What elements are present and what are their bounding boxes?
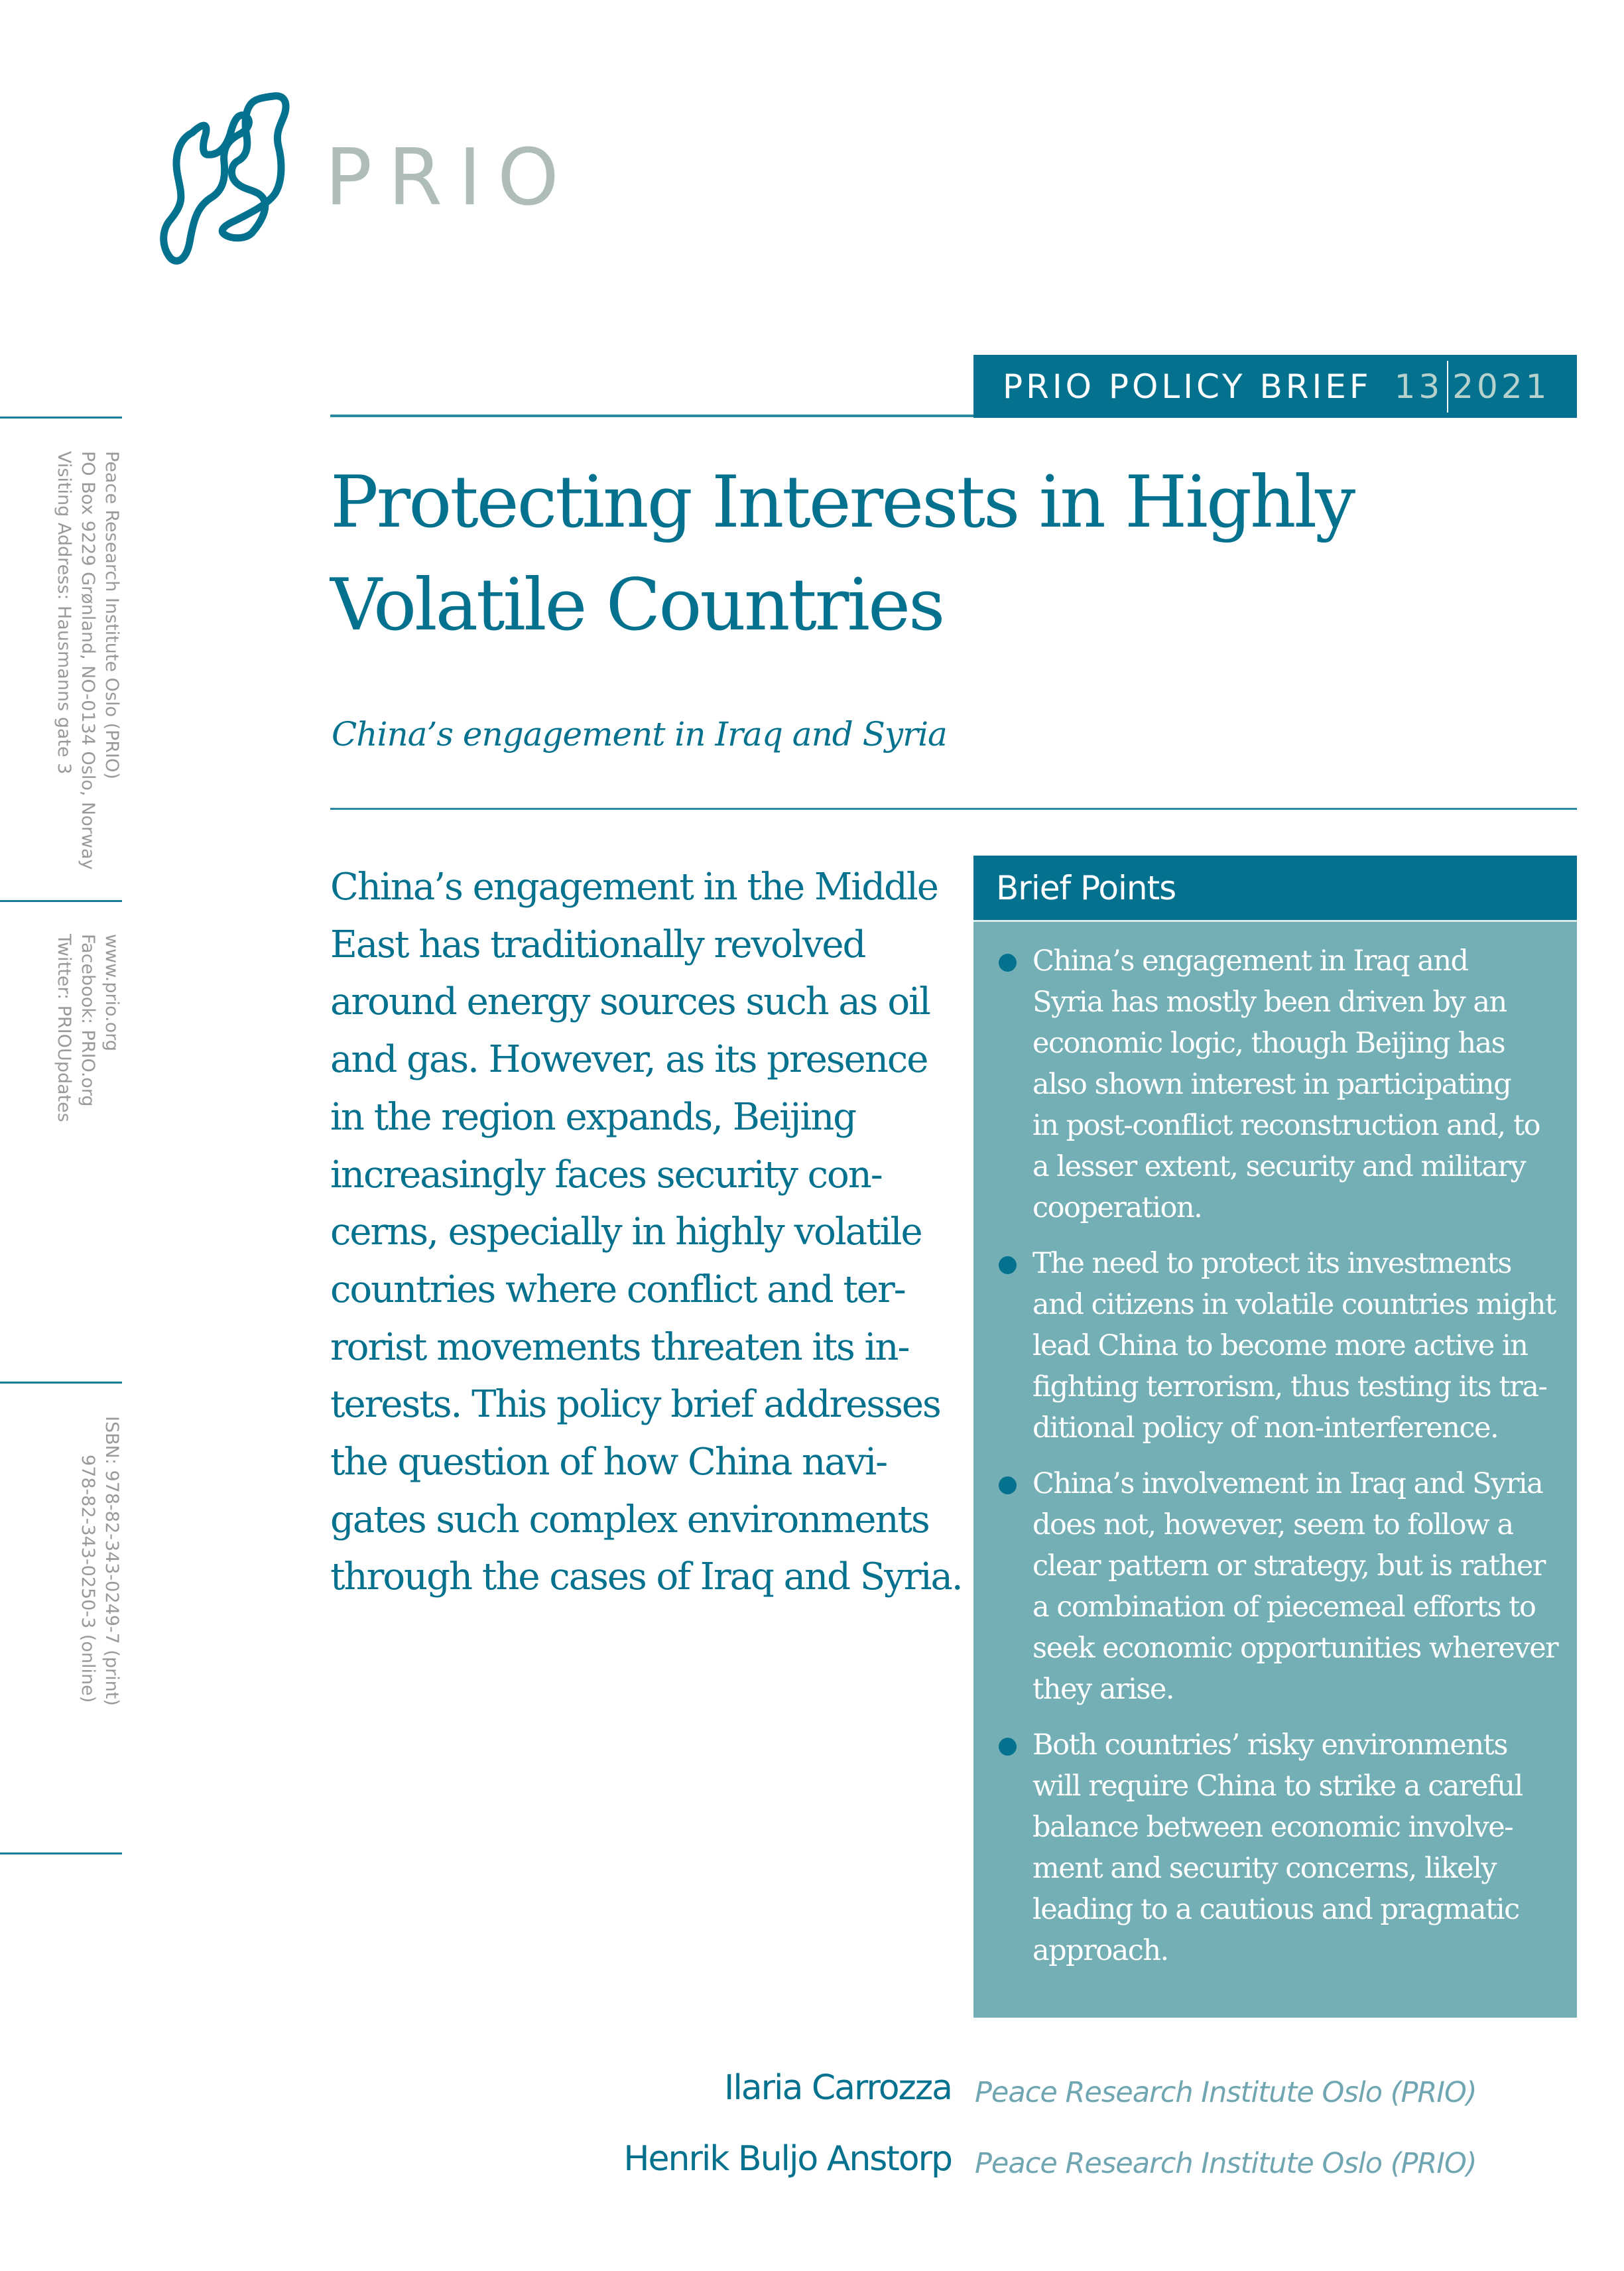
sidebar-contact (52, 934, 123, 1122)
issue-separator (1447, 361, 1448, 413)
sidebar-isbn (76, 1416, 123, 1706)
intro-line: East has traditionally revolved (330, 923, 865, 966)
facebook-link[interactable]: Facebook: PRIO.org (78, 934, 98, 1107)
address-line: PO Box 9229 Grønland, NO-0134 Oslo, Norway (78, 451, 98, 870)
twitter-link[interactable]: Twitter: PRIOUpdates (54, 934, 74, 1122)
author-name: Henrik Buljo Anstorp (623, 2139, 952, 2179)
issue-number: 13 (1394, 367, 1444, 406)
brief-point: China’s involvement in Iraq and Syria does not, however, seem to follow a clear pattern or strategy, but is rather a combination of piecemeal efforts to seek economic opportunities wherever they arise. (996, 1463, 1577, 1710)
title-line: Protecting Interests in Highly (330, 461, 1354, 544)
intro-line: cerns, especially in highly volatile (330, 1210, 922, 1254)
website-link[interactable]: www.prio.org (101, 934, 122, 1052)
policy-brief-banner (973, 355, 1577, 418)
address-line: Peace Research Institute Oslo (PRIO) (101, 451, 122, 779)
sidebar-rule (0, 900, 122, 902)
intro-line: increasingly faces security con- (330, 1153, 882, 1197)
page-title (330, 451, 1577, 657)
intro-paragraph (330, 859, 962, 1606)
brief-points-list (973, 922, 1577, 1971)
intro-line: through the cases of Iraq and Syria. (330, 1555, 962, 1599)
brief-point: China’s engagement in Iraq and Syria has mostly been driven by an economic logic, though Beijing has also shown interest in participating in post-conflict reconstruction and, to a lesser extent, security and military cooperation. (996, 941, 1577, 1228)
issue-year: 2021 (1452, 367, 1550, 406)
author-name: Ilaria Carrozza (723, 2068, 952, 2108)
brief-point: Both countries’ risky environments will require China to strike a careful balance between economic involve- ment and security concerns, likely leading to a cautious and pragmatic approach. (996, 1724, 1577, 1971)
sidebar-rule (0, 1852, 122, 1854)
series-label: PRIO POLICY BRIEF (1003, 367, 1372, 406)
sidebar-address (52, 451, 123, 870)
bullet-icon (999, 1256, 1017, 1274)
intro-line: and gas. However, as its presence (330, 1038, 928, 1082)
intro-line: around energy sources such as oil (330, 980, 930, 1024)
intro-line: in the region expands, Beijing (330, 1095, 856, 1139)
intro-line: countries where conflict and ter- (330, 1267, 905, 1311)
header-rule (330, 415, 973, 417)
isbn-online: 978-82-343-0250-3 (online) (78, 1455, 98, 1703)
brief-points-box (973, 856, 1577, 2018)
section-divider (330, 808, 1577, 810)
title-line: Volatile Countries (330, 564, 944, 647)
brief-point: The need to protect its investments and citizens in volatile countries might lead China to become more active in fighting terrorism, thus testing its tra- ditional policy of non-interference. (996, 1243, 1577, 1449)
intro-line: China’s engagement in the Middle (330, 866, 938, 909)
bullet-icon (999, 1738, 1017, 1756)
author-affiliation: Peace Research Institute Oslo (PRIO) (975, 2147, 1477, 2180)
address-line: Visiting Address: Hausmanns gate 3 (54, 451, 74, 775)
brief-points-heading: Brief Points (973, 856, 1577, 922)
page-subtitle: China’s engagement in Iraq and Syria (332, 715, 947, 753)
intro-line: terests. This policy brief addresses (330, 1383, 940, 1427)
sidebar-rule (0, 1382, 122, 1384)
bullet-icon (999, 1476, 1017, 1494)
intro-line: rorist movements threaten its in- (330, 1325, 909, 1369)
intro-line: the question of how China navi- (330, 1441, 887, 1484)
prio-wordmark: PRIO (325, 131, 575, 223)
isbn-print: ISBN: 978-82-343-0249-7 (print) (101, 1416, 122, 1706)
intro-line: gates such complex environments (330, 1498, 929, 1541)
bullet-icon (999, 954, 1017, 972)
author-affiliation: Peace Research Institute Oslo (PRIO) (975, 2076, 1477, 2109)
sidebar-rule (0, 417, 122, 419)
